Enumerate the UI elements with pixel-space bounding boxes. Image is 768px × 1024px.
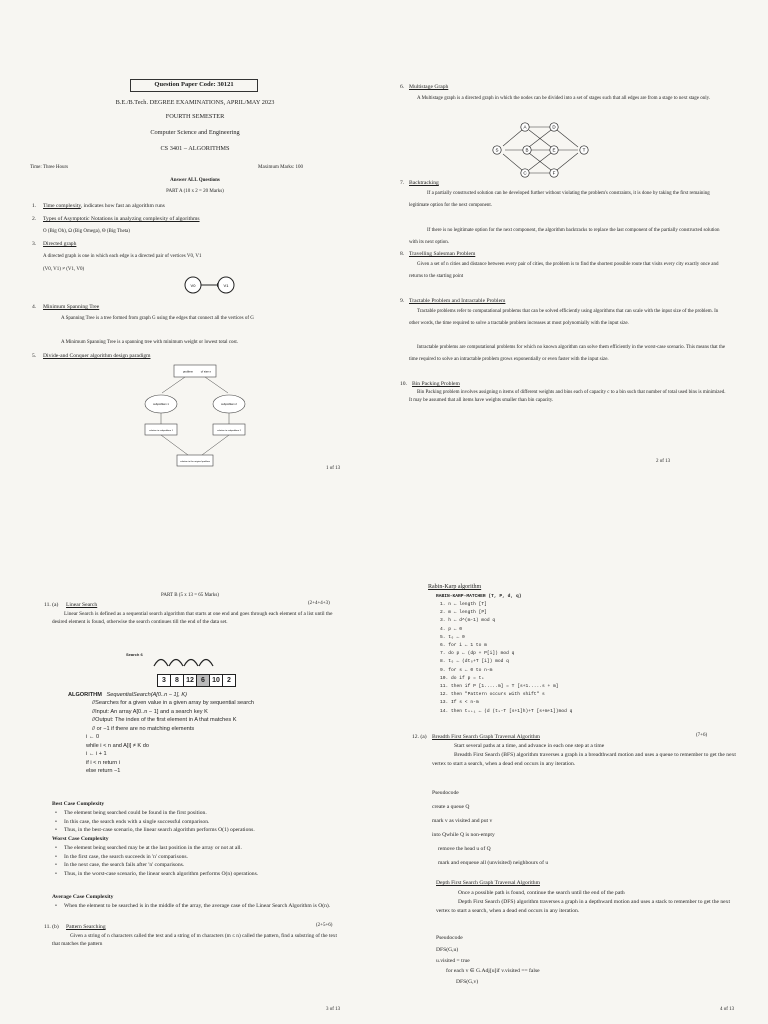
q7-number: 7.: [400, 180, 405, 186]
dc-sol1-label: solution to subproblem 1: [149, 430, 173, 432]
semester: FOURTH SEMESTER: [165, 113, 225, 120]
algo-lines-line: // or −1 if there are no matching elements: [92, 725, 195, 732]
part-a-heading: PART A (10 x 2 = 20 Marks): [166, 189, 224, 194]
rk-lines-line: 5. t₀ ← 0: [440, 634, 465, 640]
q3-number: 3.: [32, 241, 37, 247]
search-label-text: Search: [126, 652, 140, 657]
question-code: Question Paper Code: 30121: [154, 81, 234, 88]
edge-s-c: [503, 154, 522, 170]
q2-title: Types of Asymptotic Notations in analyzing complexity of algorithms: [43, 216, 200, 222]
graph-node-label: B: [525, 147, 529, 153]
graph-node-label: A: [523, 124, 527, 130]
bfs-code-line: remove the head u of Q: [438, 846, 491, 852]
rk-lines-line: 9. for s ← 0 to n-m: [440, 667, 493, 673]
algo-lines-line: //Output: The index of the first element in A that matches K: [92, 717, 237, 723]
array-cell: 2: [222, 674, 236, 687]
rk-lines-line: 4. p ← 0: [440, 626, 463, 632]
best-case-list: [54, 809, 334, 835]
average-case-list: [54, 902, 334, 911]
q11b-number: 11. (b): [44, 924, 59, 930]
directed-graph-figure: [180, 273, 240, 297]
q1-number: 1.: [32, 203, 37, 209]
q6-text: A Multistage graph is a directed graph in which the nodes can be divided into a set of stages such that all edges are from a stage to next stage only.: [417, 96, 711, 101]
search-label: [126, 651, 143, 658]
q7-text-2: If there is no legitimate option for the next component, the algorithm backtracks to replace the last component of the partially constructed solution with its next option.: [409, 228, 720, 245]
page-1: [0, 0, 384, 512]
rk-lines-line: 7. do p ← (dp + P[i]) mod q: [440, 651, 515, 657]
rk-lines-line: 6. for i ← 1 to m: [440, 643, 487, 648]
q1-text: , indicates how fast an algorithm runs: [80, 203, 165, 209]
array-cell: 3: [157, 674, 171, 687]
bullet-icon: •: [55, 827, 57, 833]
rk-lines-line: 11. then if P [1.....m] = T [s+1.....s + m]: [440, 684, 559, 689]
worst-case-list: [54, 844, 334, 878]
q3-inequality: (V0, V1) ≠ (V1, V0): [43, 267, 85, 272]
q3-text: A directed graph is one in which each edge is a directed pair of vertices V0, V1: [43, 254, 202, 259]
edge-s-a: [503, 130, 522, 146]
algo-keyword: ALGORITHM: [68, 692, 102, 698]
q11a-marks: (2+4+4+3): [308, 601, 330, 606]
algo-lines-line: //Input: An array A[0..n − 1] and a search key K: [92, 708, 208, 715]
array-row: [157, 669, 235, 682]
q4-number: 4.: [32, 304, 37, 310]
dc-merge-right: [202, 435, 229, 455]
q8-title: Travelling Salesman Problem: [409, 251, 476, 257]
edge-d-t: [557, 130, 578, 147]
algo-lines-line: if i < n return i: [86, 759, 121, 766]
rk-lines-line: 13. If s < n-m: [440, 700, 479, 706]
q10-text: Bin Packing problem involves assigning n items of different weights and bins each of capacity c to a bin such that number of total used bins is minimized. It may be assumed that all items have weights smaller than bin capacity.: [409, 390, 726, 403]
department: Computer Science and Engineering: [150, 129, 240, 136]
answer-all: Answer ALL Questions: [170, 178, 220, 183]
bullet-icon: •: [55, 818, 57, 825]
dfs-title: Depth First Search Graph Traversal Algorithm: [436, 880, 540, 886]
rk-lines-line: 2. m ← length [P]: [440, 610, 487, 616]
search-arc-4: [199, 660, 213, 667]
bullet-icon: •: [55, 845, 57, 851]
best-list-item: [54, 826, 334, 835]
graph-node-label: F: [552, 170, 556, 176]
q11a-number: 11. (a): [44, 602, 59, 608]
search-arc-1: [154, 660, 168, 667]
dc-merge-left: [161, 435, 188, 455]
node-v1-label: V1: [223, 283, 229, 288]
q10-title: Bin Packing Problem: [412, 381, 460, 387]
bfs-code-line: create a queue Q: [432, 804, 470, 810]
algo-signature: SequentialSearch(A[0..n − 1], K): [106, 692, 187, 698]
q4-text-2: A Minimum Spanning Tree is a spanning tree with minimum weight or lowest total cost.: [61, 340, 239, 345]
bfs-code-line: into Qwhile Q is non-empty: [432, 832, 495, 838]
best-list-item: [54, 818, 334, 827]
q5-title: Divide-and Conquer algorithm design paradigm: [43, 353, 151, 359]
course-title: CS 3401 – ALGORITHMS: [160, 145, 230, 152]
search-arrows: [146, 652, 236, 668]
bullet-text: In the first case, the search succeeds in 'n' comparisons.: [64, 853, 188, 860]
dfs-code-line: u.visited = true: [436, 957, 470, 964]
dc-arrow-right: [205, 377, 228, 393]
dfs-code-line: for each v ∈ G.Adj[u]if v.visited == false: [446, 968, 540, 974]
q8-text: Given a set of n cities and distance between every pair of cities, the problem is to find the shortest possible route that visits every city exactly once and returns to the starting point: [409, 262, 719, 279]
q12a-title: Breadth First Search Graph Traversal Algorithm: [432, 734, 540, 740]
page-2: [384, 0, 768, 512]
bfs-code-line: mark v as visited and put v: [432, 818, 493, 824]
bullet-text: When the element to be searched is in the middle of the array, the average case of the Linear Search Algorithm is O(n).: [64, 903, 331, 909]
multistage-graph: [474, 120, 614, 178]
rk-lines-line: 8. t₀ ← (dt₀+T [i]) mod q: [440, 659, 509, 665]
q11b-marks: (2+5+6): [316, 923, 333, 928]
bullet-icon: •: [55, 903, 57, 909]
algo-header: [68, 692, 187, 699]
bfs-pseudocode-label: Pseudocode: [432, 790, 459, 796]
worst-list-item: [54, 870, 334, 879]
rk-lines-line: 3. h ← d^(m-1) mod q: [440, 618, 496, 624]
q2-number: 2.: [32, 216, 37, 222]
average-case-title: Average Case Complexity: [52, 894, 114, 900]
worst-case-title: Worst Case Complexity: [52, 836, 109, 842]
bullet-text: In this case, the search ends with a single successful comparison.: [64, 818, 210, 825]
node-v0-label: V0: [190, 283, 196, 288]
search-arc-3: [184, 660, 198, 667]
rk-lines-line: 10. do if p = tₛ: [440, 675, 485, 681]
array-cell: 10: [209, 674, 223, 687]
graph-node-label: E: [552, 147, 556, 153]
q4-title: Minimum Spanning Tree: [43, 304, 100, 310]
best-case-title: Best Case Complexity: [52, 801, 105, 807]
q4-text: A Spanning Tree is a tree formed from graph G using the edges that connect all the vertices of G: [61, 316, 254, 321]
max-marks: Maximum Marks: 100: [258, 165, 303, 170]
q9-title: Tractable Problem and Intractable Problem: [409, 298, 506, 304]
dc-problem-label: problem: [182, 369, 194, 374]
dfs-text: Depth First Search (DFS) algorithm traverses a graph in a depthward motion and uses a stack to remember to get the next vertex to start a search, when a dead end occurs in any iteration.: [436, 899, 731, 914]
q5-number: 5.: [32, 353, 37, 359]
q11b-text: Given a string of n characters called the text and a string of m characters (m ≤ n) called the pattern, find a substring of the text that matches the pattern: [52, 933, 337, 947]
avg-list-item: [54, 902, 334, 911]
bullet-icon: •: [55, 853, 57, 860]
dfs-pseudocode-label: Pseudocode: [436, 935, 463, 941]
q8-number: 8.: [400, 251, 405, 257]
q10-number: 10.: [400, 381, 407, 387]
page-4: [384, 512, 768, 1024]
dc-sub2-label: subproblem 2: [221, 403, 237, 406]
q11a-title: Linear Search: [66, 602, 98, 608]
algo-lines-line: else return −1: [86, 768, 121, 774]
array-cell: 12: [183, 674, 197, 687]
q12a-marks: (7+6): [696, 733, 708, 738]
algo-lines-line: //Searches for a given value in a given array by sequential search: [92, 700, 255, 706]
q3-title: Directed graph: [43, 241, 77, 247]
dfs-code-line: DFS(G,v): [456, 978, 479, 985]
rk-title: Rabin-Karp algorithm: [428, 584, 482, 590]
algo-lines-line: while i < n and A[i] ≠ K do: [86, 742, 149, 749]
algo-lines-line: i ← 0: [86, 734, 100, 740]
bullet-text: The element being searched may be at the last position in the array or not at all.: [64, 845, 242, 851]
rk-lines-line: 12. then "Pattern occurs with shift" s: [440, 692, 545, 698]
dc-final-label: solution to the original problem: [180, 461, 210, 463]
duration: Time: Three Hours: [30, 165, 69, 170]
q9-number: 9.: [400, 298, 405, 304]
bullet-text: The element being searched could be found in the first position.: [64, 810, 207, 816]
dfs-intro: Once a possible path is found, continue the search until the end of the path: [458, 890, 625, 896]
search-arc-2: [169, 660, 183, 667]
array-cell: 8: [170, 674, 184, 687]
q6-number: 6.: [400, 84, 405, 90]
q1-title: Time complexity: [43, 203, 81, 209]
q9-text: Tractable problems refer to computational problems that can be solved efficiently using algorithms that can scale with the input size of the problem. In other words, the time required to solve a tractable problem increases at most polynomially with the input size.: [409, 309, 719, 326]
array-cell: 6: [196, 674, 210, 687]
graph-node-label: T: [582, 147, 586, 153]
page-number-3: 3 of 13: [326, 1007, 341, 1012]
page-number-1: 1 of 13: [326, 466, 341, 471]
best-list-item: [54, 809, 334, 818]
bullet-text: Thus, in the worst-case scenario, the linear search algorithm performs O(n) operations.: [64, 870, 259, 877]
page-number-4: 4 of 13: [720, 1007, 735, 1012]
q7-text: If a partially constructed solution can be developed further without violating the problem's constraints, it is done by taking the first remaining legitimate option for the next component.: [409, 191, 710, 208]
dc-size-label: of size n: [200, 369, 212, 374]
bullet-icon: •: [55, 870, 57, 877]
bullet-icon: •: [55, 862, 57, 868]
page-number-2: 2 of 13: [656, 459, 671, 464]
q2-text: O (Big Oh), Ω (Big Omega), Θ (Big Theta): [43, 229, 130, 234]
dfs-code-line: DFS(G,u): [436, 947, 459, 953]
worst-list-item: [54, 853, 334, 862]
graph-node-label: S: [495, 147, 499, 153]
graph-node-label: C: [523, 170, 527, 176]
graph-node-label: D: [552, 124, 556, 130]
bullet-text: In the next case, the search fails after 'n' comparisons.: [64, 862, 185, 868]
rk-lines-line: 1. n ← length [T]: [440, 602, 487, 607]
bfs-text: Breadth First Search (BFS) algorithm traverses a graph in a breadthward motion and uses a queue to remember to get the next vertex to start a search, when a dead end occurs in any iteration.: [432, 752, 736, 767]
rk-lines-line: 14. then tₛ₊₁ ← (d (tₛ-T [s+1]h)+T [s+m+1])mod q: [440, 708, 573, 714]
q1-body: [43, 203, 165, 210]
edge-f-t: [557, 153, 578, 170]
worst-list-item: [54, 844, 334, 853]
page-3: [0, 512, 384, 1024]
q11b-title: Pattern Searching: [66, 924, 106, 930]
q6-title: Multistage Graph: [409, 84, 449, 90]
q11a-text: Linear Search is defined as a sequential search algorithm that starts at one end and goes through each element of a list until the desired element is found, otherwise the search continues till the end of the data set.: [52, 611, 333, 625]
bfs-code-line: mark and enqueue all (unvisited) neighbours of u: [438, 860, 549, 866]
search-key: 6: [140, 652, 143, 657]
part-b-heading: PART B (5 x 13 = 65 Marks): [161, 593, 219, 598]
worst-list-item: [54, 861, 334, 870]
q9-text-2: Intractable problems are computational problems for which no known algorithm can solve them efficiently in the worst-case scenario. This means that the time required to solve an intractable problem grows exponentially or even faster with the input size.: [409, 345, 726, 362]
algo-lines-line: i ← i + 1: [86, 751, 107, 757]
bullet-icon: •: [55, 810, 57, 816]
dc-arrow-left: [162, 377, 185, 393]
q7-title: Backtracking: [409, 180, 439, 186]
dc-sol2-label: solution to subproblem 2: [217, 430, 241, 432]
q12a-number: 12. (a): [412, 734, 427, 740]
divide-conquer-diagram: [140, 362, 250, 474]
dc-sub1-label: subproblem 1: [153, 403, 169, 406]
exam-title: B.E./B.Tech. DEGREE EXAMINATIONS, APRIL/MAY 2023: [115, 99, 275, 106]
bfs-intro: Start several paths at a time, and advance in each one step at a time: [454, 743, 605, 749]
rk-header: RABIN-KARP-MATCHER (T, P, d, q): [436, 594, 522, 599]
bullet-text: Thus, in the best-case scenario, the linear search algorithm performs O(1) operations.: [64, 827, 255, 833]
